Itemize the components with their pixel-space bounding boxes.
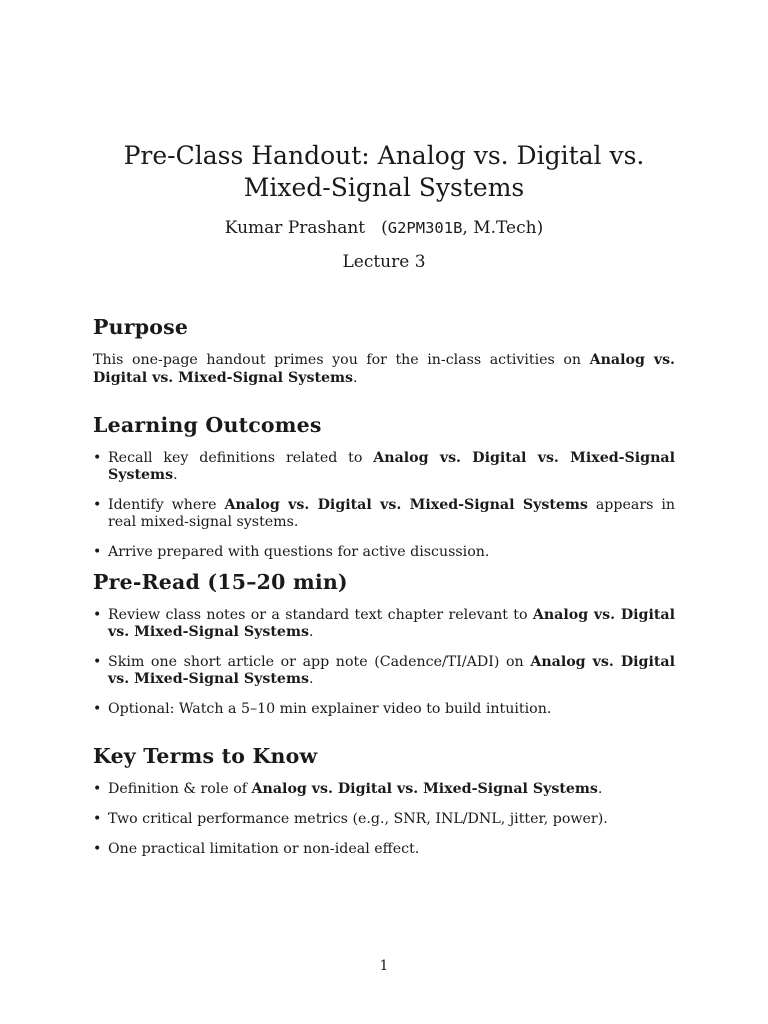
learning-outcomes-list xyxy=(93,450,675,561)
section-heading-key-terms: Key Terms to Know xyxy=(93,744,318,768)
page-number: 1 xyxy=(379,958,389,974)
list-item: • Skim one short article or app note (Cadence/TI/ADI) on Analog vs. Digital vs. Mixed-Signal Systems. xyxy=(93,654,675,687)
section-heading-purpose: Purpose xyxy=(93,315,189,339)
list-item: • Arrive prepared with questions for active discussion. xyxy=(93,544,490,560)
bullet-icon: • xyxy=(93,841,102,857)
section-key-terms xyxy=(93,743,675,858)
pre-read-list xyxy=(93,607,675,718)
student-code: G2PM301B xyxy=(387,219,463,237)
document-title xyxy=(0,140,768,204)
list-item: • One practical limitation or non-ideal effect. xyxy=(93,841,420,857)
bullet-icon: • xyxy=(93,654,102,670)
title-line-2: Mixed-Signal Systems xyxy=(243,173,525,202)
bullet-icon: • xyxy=(93,450,102,466)
key-terms-list xyxy=(93,781,675,858)
topic-emphasis: Analog vs. Digital vs. Mixed-Signal Systems xyxy=(251,781,598,797)
list-item: • Definition & role of Analog vs. Digital vs. Mixed-Signal Systems. xyxy=(93,781,603,797)
topic-emphasis: Analog vs. Digital vs. Mixed-Signal Systems xyxy=(93,352,675,386)
bullet-icon: • xyxy=(93,544,102,560)
bullet-icon: • xyxy=(93,701,102,717)
topic-emphasis: Analog vs. Digital vs. Mixed-Signal Systems xyxy=(108,654,675,687)
program-label: , M.Tech) xyxy=(462,218,544,238)
list-item: • Review class notes or a standard text chapter relevant to Analog vs. Digital vs. Mixed-Signal Systems. xyxy=(93,607,675,640)
bullet-icon: • xyxy=(93,811,102,827)
list-item: • Optional: Watch a 5–10 min explainer video to build intuition. xyxy=(93,701,552,717)
section-purpose xyxy=(93,314,675,387)
bullet-icon: • xyxy=(93,497,102,513)
list-item: • Recall key definitions related to Analog vs. Digital vs. Mixed-Signal Systems. xyxy=(93,450,675,483)
section-learning-outcomes xyxy=(93,412,675,561)
topic-emphasis: Analog vs. Digital vs. Mixed-Signal Systems xyxy=(108,607,675,640)
section-heading-learning-outcomes: Learning Outcomes xyxy=(93,413,322,437)
list-item: • Identify where Analog vs. Digital vs. Mixed-Signal Systems appears in real mixed-signal systems. xyxy=(93,497,675,530)
title-line-1: Pre-Class Handout: Analog vs. Digital vs. xyxy=(123,141,645,170)
bullet-icon: • xyxy=(93,781,102,797)
author-name: Kumar Prashant xyxy=(224,218,366,238)
section-pre-read xyxy=(93,569,675,718)
section-heading-pre-read: Pre-Read (15–20 min) xyxy=(93,570,348,594)
bullet-icon: • xyxy=(93,607,102,623)
topic-emphasis: Analog vs. Digital vs. Mixed-Signal Systems xyxy=(108,450,675,483)
list-item: • Two critical performance metrics (e.g., SNR, INL/DNL, jitter, power). xyxy=(93,811,608,827)
lecture-label: Lecture 3 xyxy=(342,252,426,272)
purpose-text: This one-page handout primes you for the in-class activities on Analog vs. Digital vs. Mixed-Signal Systems. xyxy=(93,352,675,386)
topic-emphasis: Analog vs. Digital vs. Mixed-Signal Systems xyxy=(224,497,588,513)
author-line: Kumar Prashant (G2PM301B, M.Tech) xyxy=(224,218,544,238)
